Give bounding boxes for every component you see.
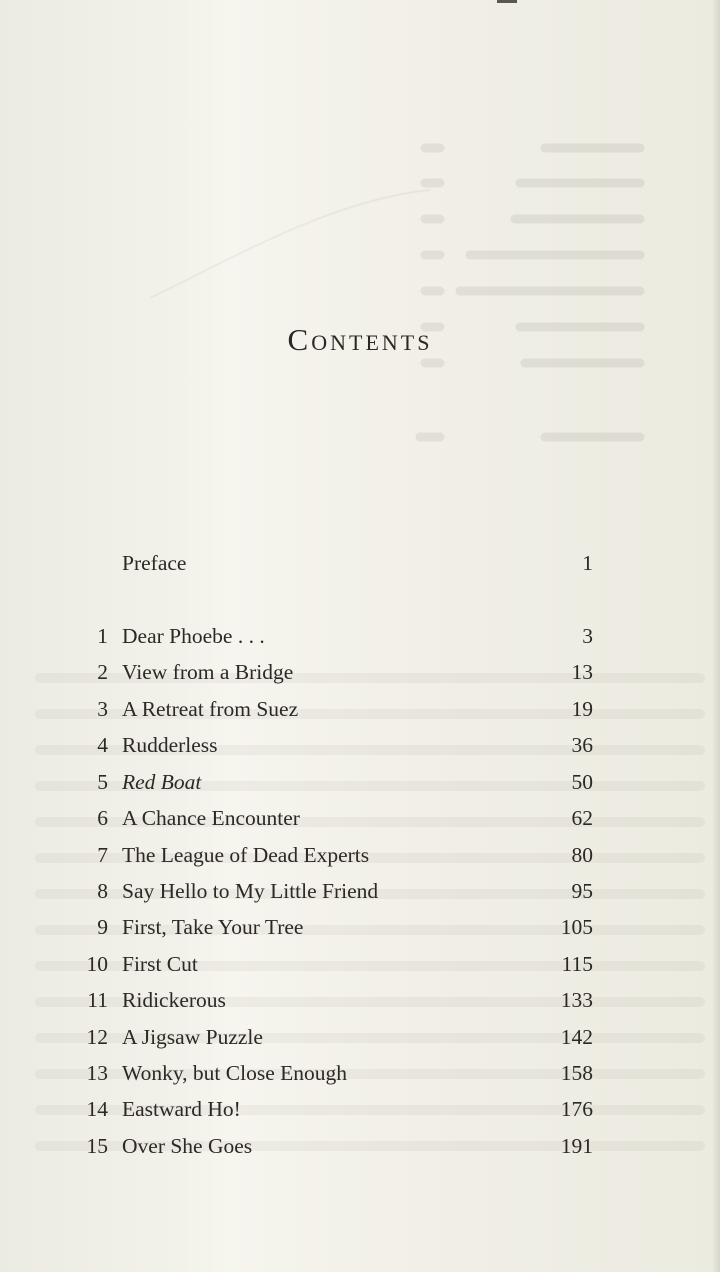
chapter-number: 1 — [97, 624, 108, 648]
chapter-number: 8 — [97, 879, 108, 903]
chapter-title: First Cut — [122, 952, 198, 976]
chapter-number: 6 — [97, 806, 108, 830]
chapter-page-number: 19 — [571, 697, 593, 721]
chapter-page-number: 50 — [571, 770, 593, 794]
chapter-entry — [0, 733, 720, 763]
chapter-title: Over She Goes — [122, 1134, 253, 1158]
preface-entry — [0, 551, 720, 581]
chapter-number: 12 — [86, 1025, 108, 1049]
chapter-title: Rudderless — [122, 733, 218, 757]
chapter-entry — [0, 1025, 720, 1055]
preface-page-number: 1 — [582, 551, 593, 575]
chapter-page-number: 115 — [561, 952, 593, 976]
chapter-entry — [0, 952, 720, 982]
chapter-page-number: 133 — [560, 988, 593, 1012]
chapter-page-number: 176 — [560, 1097, 593, 1121]
chapter-number: 2 — [97, 660, 108, 684]
chapter-number: 11 — [87, 988, 108, 1012]
chapter-entry — [0, 770, 720, 800]
chapter-title: Eastward Ho! — [122, 1097, 241, 1121]
chapter-entry — [0, 1097, 720, 1127]
chapter-page-number: 3 — [582, 624, 593, 648]
chapter-page-number: 62 — [571, 806, 593, 830]
chapter-number: 9 — [97, 915, 108, 939]
preface-title: Preface — [122, 551, 187, 575]
chapter-entry — [0, 1061, 720, 1091]
chapter-title: A Jigsaw Puzzle — [122, 1025, 263, 1049]
contents-heading: Contents — [287, 322, 433, 357]
chapter-title: View from a Bridge — [122, 660, 294, 684]
chapter-entry — [0, 879, 720, 909]
chapter-title: Ridickerous — [122, 988, 226, 1012]
chapter-number: 5 — [97, 770, 108, 794]
chapter-title: Red Boat — [122, 770, 202, 794]
chapter-page-number: 80 — [571, 843, 593, 867]
chapter-entry — [0, 660, 720, 690]
chapter-page-number: 142 — [560, 1025, 593, 1049]
chapter-number: 10 — [86, 952, 108, 976]
chapter-number: 7 — [97, 843, 108, 867]
chapter-title: The League of Dead Experts — [122, 843, 370, 867]
chapter-entry — [0, 988, 720, 1018]
chapter-page-number: 158 — [560, 1061, 593, 1085]
top-edge-mark — [497, 0, 517, 3]
chapter-entry — [0, 1134, 720, 1164]
chapter-page-number: 105 — [560, 915, 593, 939]
chapter-page-number: 191 — [560, 1134, 593, 1158]
chapter-title: Wonky, but Close Enough — [122, 1061, 348, 1085]
chapter-title: A Chance Encounter — [122, 806, 300, 830]
chapter-entry — [0, 624, 720, 654]
chapter-number: 15 — [86, 1134, 108, 1158]
chapter-entry — [0, 915, 720, 945]
chapter-title: First, Take Your Tree — [122, 915, 304, 939]
chapter-title: A Retreat from Suez — [122, 697, 299, 721]
chapter-page-number: 13 — [571, 660, 593, 684]
chapter-number: 3 — [97, 697, 108, 721]
chapter-page-number: 95 — [571, 879, 593, 903]
chapter-number: 14 — [86, 1097, 108, 1121]
chapter-number: 4 — [97, 733, 108, 757]
chapter-entry — [0, 697, 720, 727]
chapter-page-number: 36 — [571, 733, 593, 757]
chapter-entry — [0, 806, 720, 836]
chapter-title: Say Hello to My Little Friend — [122, 879, 379, 903]
chapter-number: 13 — [86, 1061, 108, 1085]
chapter-title: Dear Phoebe . . . — [122, 624, 265, 648]
chapter-entry — [0, 843, 720, 873]
